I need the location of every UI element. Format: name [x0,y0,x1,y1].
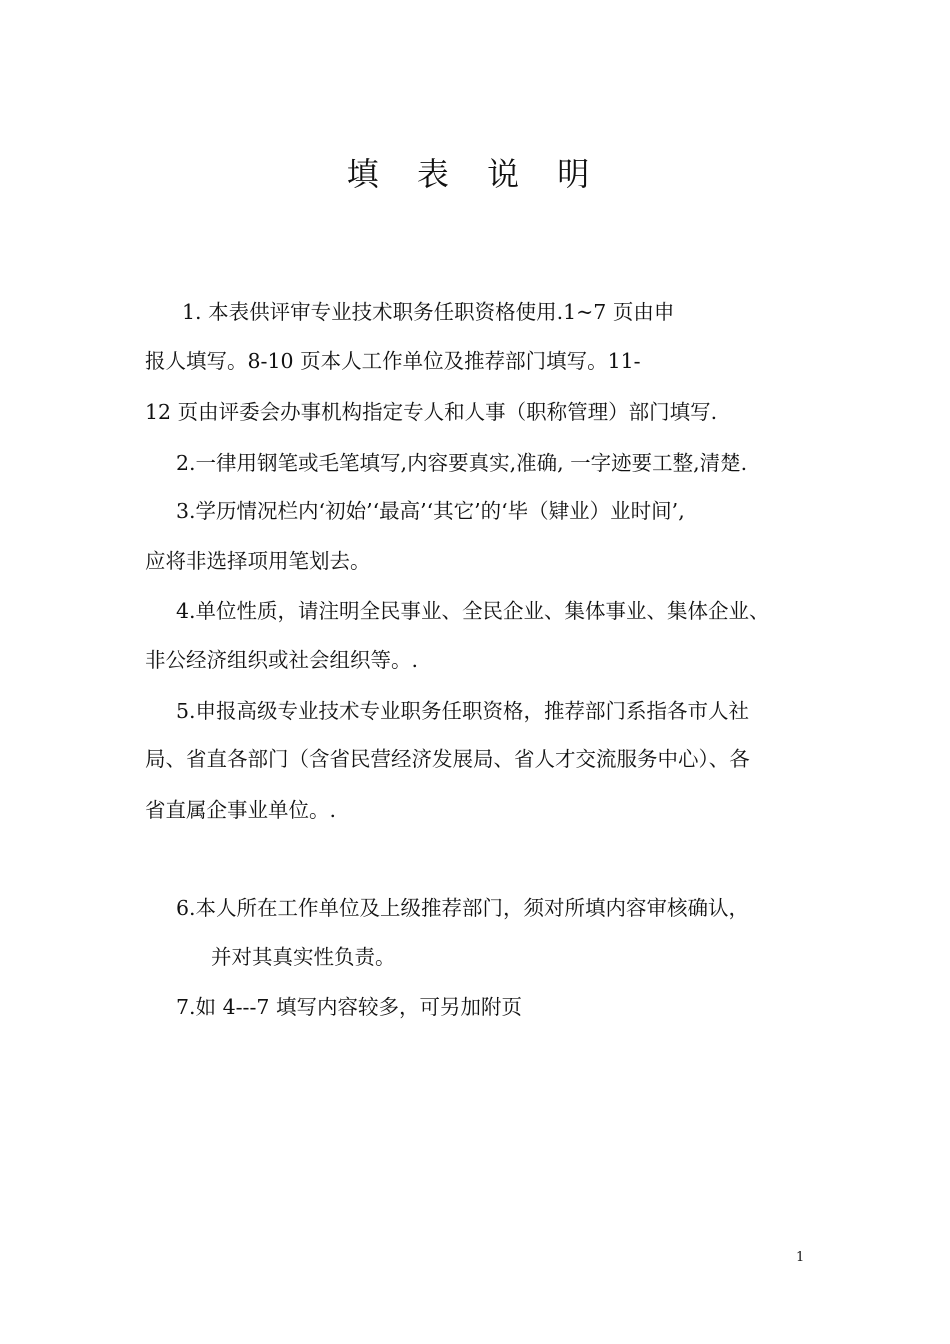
instruction-line-3: 12 页由评委会办事机构指定专人和人事（职称管理）部门填写. [145,400,718,424]
instruction-line-8: 非公经济组织或社会组织等。. [145,648,419,672]
instruction-line-12: 6.本人所在工作单位及上级推荐部门，须对所填内容审核确认， [176,896,750,920]
instruction-line-10: 局、省直各部门（含省民营经济发展局、省人才交流服务中心）、各 [145,747,750,771]
page-number: 1 [796,1250,805,1265]
instruction-line-13: 并对其真实性负责。 [211,945,396,969]
instruction-line-11: 省直属企事业单位。. [145,798,337,822]
instruction-line-7: 4.单位性质，请注明全民事业、全民企业、集体事业、集体企业、 [176,599,770,623]
instruction-line-6: 应将非选择项用笔划去。 [145,549,371,573]
page-title: 填 表 说 明 [346,155,604,193]
instruction-line-5: 3.学历情况栏内‘初始’‘最高’‘其它’的‘毕（肄业）业时间’, [176,499,685,523]
instruction-line-1: 1. 本表供评审专业技术职务任职资格使用.1~7 页由申 [182,300,675,324]
instruction-line-14: 7.如 4---7 填写内容较多，可另加附页 [176,995,522,1019]
instruction-line-9: 5.申报高级专业技术专业职务任职资格，推荐部门系指各市人社 [176,699,750,723]
instruction-line-2: 报人填写。8-10 页本人工作单位及推荐部门填写。11- [145,349,641,373]
instruction-line-4: 2.一律用钢笔或毛笔填写,内容要真实,准确, 一字迹要工整,清楚. [176,451,748,475]
